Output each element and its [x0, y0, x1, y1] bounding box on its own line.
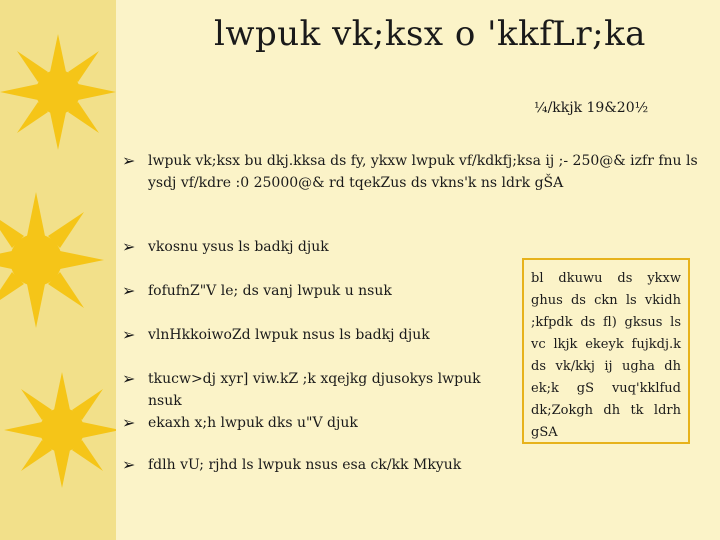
list-item [122, 368, 502, 412]
arrow-bullet-icon: ➢ [122, 325, 136, 344]
list-item-text: fofufnZ"V le; ds vanj lwpuk u nsuk [148, 283, 392, 299]
list-item [122, 280, 502, 302]
list-item-text: ekaxh x;h lwpuk dks u"V djuk [148, 415, 358, 431]
section-reference: ¼/kkjk 19&20½ [534, 100, 649, 116]
list-item [122, 412, 502, 434]
list-item [122, 150, 702, 194]
note-box: bl dkuwu ds ykxw ghus ds ckn ls vkidh ;kfpdk ds fl) gksus ls vc lkjk ekeyk fujkdj.k ds vk/kkj ij ugha dh ek;k gS vuq'kklfud dk;Zokgh dh tk ldrh gSA [522, 258, 690, 444]
list-item-text: vkosnu ysus ls badkj djuk [148, 239, 329, 255]
list-item-text: tkucw>dj xyr] viw.kZ ;k xqejkg djusokys lwpuk nsuk [148, 371, 481, 409]
arrow-bullet-icon: ➢ [122, 369, 136, 388]
arrow-bullet-icon: ➢ [122, 151, 136, 170]
list-item-text: lwpuk vk;ksx bu dkj.kksa ds fy, ykxw lwpuk vf/kdkfj;ksa ij ;- 250@& izfr fnu ls ysdj vf/kdre :0 25000@& rd tqekZus ds vkns'k ns ldrk gŠA [148, 153, 698, 191]
arrow-bullet-icon: ➢ [122, 455, 136, 474]
arrow-bullet-icon: ➢ [122, 237, 136, 256]
sun-pattern-icon [0, 0, 116, 540]
list-item [122, 236, 502, 258]
list-item [122, 324, 502, 346]
list-item-text: vlnHkkoiwoZd lwpuk nsus ls badkj djuk [148, 327, 430, 343]
list-item-text: fdlh vU; rjhd ls lwpuk nsus esa ck/kk Mkyuk [148, 457, 462, 473]
arrow-bullet-icon: ➢ [122, 413, 136, 432]
decorative-sidebar [0, 0, 116, 540]
slide-title: lwpuk vk;ksx o 'kkfLr;ka [214, 14, 646, 54]
arrow-bullet-icon: ➢ [122, 281, 136, 300]
list-item [122, 454, 502, 476]
